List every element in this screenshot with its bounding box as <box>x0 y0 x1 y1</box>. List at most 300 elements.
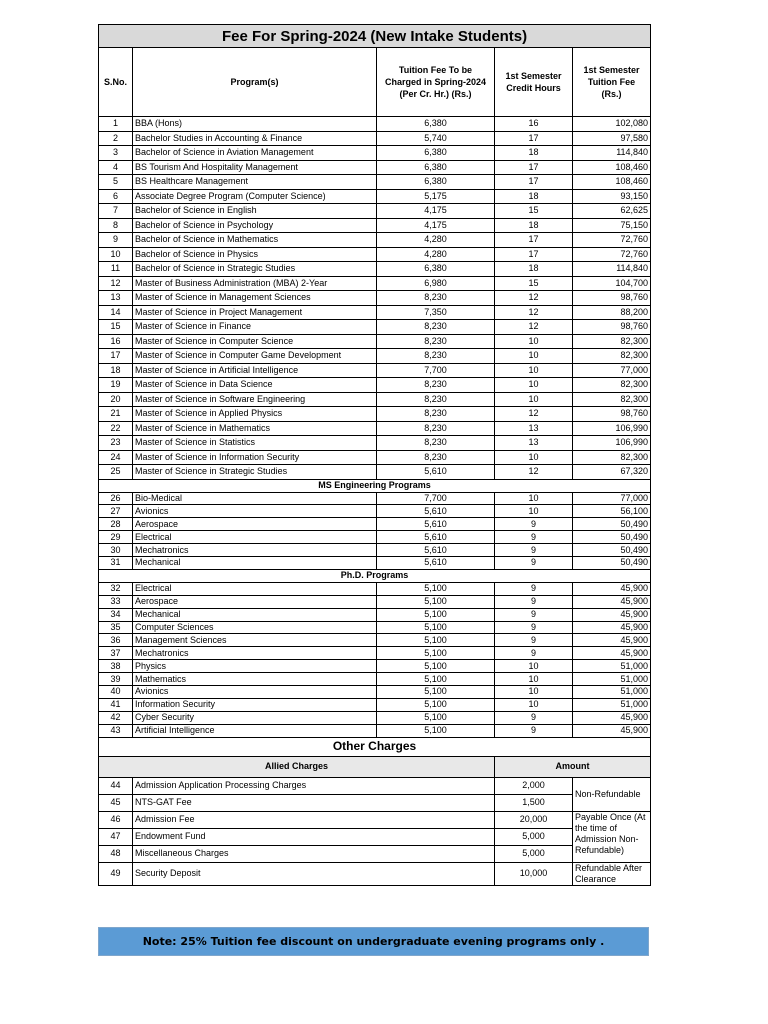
table-row <box>99 582 651 595</box>
credit-hours: 17 <box>495 247 573 262</box>
credit-hours: 17 <box>495 233 573 248</box>
program-name: Bachelor of Science in Strategic Studies <box>133 262 377 277</box>
table-row <box>99 621 651 634</box>
serial-number: 25 <box>99 465 133 480</box>
tuition-fee-per-credit: 5,100 <box>377 595 495 608</box>
table-row <box>99 233 651 248</box>
credit-hours: 15 <box>495 204 573 219</box>
credit-hours: 10 <box>495 492 573 505</box>
semester-fee: 82,300 <box>573 450 651 465</box>
charge-amount: 2,000 <box>495 777 573 794</box>
program-name: Mathematics <box>133 673 377 686</box>
tuition-fee-per-credit: 5,100 <box>377 621 495 634</box>
table-row <box>99 218 651 233</box>
serial-number: 32 <box>99 582 133 595</box>
semester-fee: 77,000 <box>573 363 651 378</box>
charge-amount: 10,000 <box>495 862 573 885</box>
semester-fee: 50,490 <box>573 518 651 531</box>
allied-header-row <box>99 756 651 777</box>
tuition-fee-per-credit: 8,230 <box>377 349 495 364</box>
credit-hours: 12 <box>495 320 573 335</box>
tuition-fee-per-credit: 8,230 <box>377 436 495 451</box>
table-row <box>99 407 651 422</box>
program-name: Master of Science in Applied Physics <box>133 407 377 422</box>
tuition-fee-per-credit: 5,100 <box>377 673 495 686</box>
credit-hours: 17 <box>495 175 573 190</box>
serial-number: 9 <box>99 233 133 248</box>
credit-hours: 12 <box>495 407 573 422</box>
header-sno: S.No. <box>99 48 133 117</box>
tuition-fee-per-credit: 5,100 <box>377 582 495 595</box>
credit-hours: 10 <box>495 673 573 686</box>
tuition-fee-per-credit: 5,610 <box>377 505 495 518</box>
program-name: Artificial Intelligence <box>133 724 377 737</box>
semester-fee: 50,490 <box>573 544 651 557</box>
credit-hours: 10 <box>495 505 573 518</box>
program-name: Electrical <box>133 582 377 595</box>
serial-number: 44 <box>99 777 133 794</box>
program-name: Mechatronics <box>133 647 377 660</box>
table-row <box>99 204 651 219</box>
semester-fee: 82,300 <box>573 392 651 407</box>
credit-hours: 12 <box>495 305 573 320</box>
table-row <box>99 711 651 724</box>
program-name: Master of Science in Finance <box>133 320 377 335</box>
table-row <box>99 794 651 811</box>
serial-number: 4 <box>99 160 133 175</box>
credit-hours: 9 <box>495 608 573 621</box>
program-name: Master of Science in Computer Game Development <box>133 349 377 364</box>
header-credit-hours: 1st Semester Credit Hours <box>495 48 573 117</box>
table-row <box>99 634 651 647</box>
table-row <box>99 421 651 436</box>
table-row <box>99 685 651 698</box>
tuition-fee-per-credit: 5,610 <box>377 556 495 569</box>
credit-hours: 17 <box>495 131 573 146</box>
serial-number: 21 <box>99 407 133 422</box>
program-name: BS Tourism And Hospitality Management <box>133 160 377 175</box>
semester-fee: 45,900 <box>573 621 651 634</box>
semester-fee: 51,000 <box>573 698 651 711</box>
serial-number: 29 <box>99 531 133 544</box>
charge-amount: 20,000 <box>495 811 573 828</box>
tuition-fee-per-credit: 7,350 <box>377 305 495 320</box>
tuition-fee-per-credit: 6,380 <box>377 160 495 175</box>
program-name: Mechatronics <box>133 544 377 557</box>
table-row <box>99 160 651 175</box>
credit-hours: 9 <box>495 621 573 634</box>
program-name: Master of Science in Software Engineering <box>133 392 377 407</box>
serial-number: 46 <box>99 811 133 828</box>
table-row <box>99 349 651 364</box>
semester-fee: 45,900 <box>573 724 651 737</box>
tuition-fee-per-credit: 5,100 <box>377 724 495 737</box>
charge-name: Admission Application Processing Charges <box>133 777 495 794</box>
section-heading-phd: Ph.D. Programs <box>99 569 651 582</box>
program-name: Associate Degree Program (Computer Science) <box>133 189 377 204</box>
tuition-fee-per-credit: 8,230 <box>377 450 495 465</box>
semester-fee: 45,900 <box>573 634 651 647</box>
credit-hours: 10 <box>495 334 573 349</box>
credit-hours: 15 <box>495 276 573 291</box>
serial-number: 7 <box>99 204 133 219</box>
section-heading-ms-engineering: MS Engineering Programs <box>99 479 651 492</box>
table-row <box>99 363 651 378</box>
serial-number: 8 <box>99 218 133 233</box>
serial-number: 35 <box>99 621 133 634</box>
tuition-fee-per-credit: 7,700 <box>377 492 495 505</box>
table-row <box>99 131 651 146</box>
title-row <box>99 25 651 48</box>
semester-fee: 45,900 <box>573 647 651 660</box>
table-row <box>99 595 651 608</box>
charge-amount: 1,500 <box>495 794 573 811</box>
semester-fee: 45,900 <box>573 595 651 608</box>
tuition-fee-per-credit: 5,100 <box>377 634 495 647</box>
program-name: Bio-Medical <box>133 492 377 505</box>
tuition-fee-per-credit: 5,175 <box>377 189 495 204</box>
charge-name: Endowment Fund <box>133 828 495 845</box>
program-name: Bachelor of Science in English <box>133 204 377 219</box>
program-name: Bachelor of Science in Psychology <box>133 218 377 233</box>
tuition-fee-per-credit: 5,740 <box>377 131 495 146</box>
tuition-fee-per-credit: 5,100 <box>377 608 495 621</box>
program-name: Physics <box>133 660 377 673</box>
serial-number: 27 <box>99 505 133 518</box>
table-row <box>99 845 651 862</box>
semester-fee: 72,760 <box>573 247 651 262</box>
tuition-fee-per-credit: 7,700 <box>377 363 495 378</box>
serial-number: 10 <box>99 247 133 262</box>
serial-number: 6 <box>99 189 133 204</box>
program-name: Avionics <box>133 685 377 698</box>
tuition-fee-per-credit: 8,230 <box>377 291 495 306</box>
semester-fee: 108,460 <box>573 175 651 190</box>
tuition-fee-per-credit: 8,230 <box>377 407 495 422</box>
semester-fee: 45,900 <box>573 608 651 621</box>
table-row <box>99 544 651 557</box>
header-semester-fee: 1st Semester Tuition Fee (Rs.) <box>573 48 651 117</box>
serial-number: 11 <box>99 262 133 277</box>
credit-hours: 9 <box>495 634 573 647</box>
charge-amount: 5,000 <box>495 828 573 845</box>
program-name: Bachelor of Science in Aviation Management <box>133 146 377 161</box>
serial-number: 28 <box>99 518 133 531</box>
charge-name: NTS-GAT Fee <box>133 794 495 811</box>
table-row <box>99 117 651 132</box>
tuition-fee-per-credit: 5,100 <box>377 698 495 711</box>
serial-number: 49 <box>99 862 133 885</box>
table-row <box>99 436 651 451</box>
fee-sheet <box>98 24 650 886</box>
credit-hours: 10 <box>495 363 573 378</box>
credit-hours: 10 <box>495 378 573 393</box>
serial-number: 39 <box>99 673 133 686</box>
serial-number: 31 <box>99 556 133 569</box>
semester-fee: 106,990 <box>573 436 651 451</box>
charge-name: Admission Fee <box>133 811 495 828</box>
program-name: BS Healthcare Management <box>133 175 377 190</box>
program-name: Bachelor of Science in Mathematics <box>133 233 377 248</box>
semester-fee: 45,900 <box>573 711 651 724</box>
table-row <box>99 673 651 686</box>
other-charges-heading: Other Charges <box>99 737 651 756</box>
semester-fee: 114,840 <box>573 146 651 161</box>
program-name: Computer Sciences <box>133 621 377 634</box>
serial-number: 41 <box>99 698 133 711</box>
header-program: Program(s) <box>133 48 377 117</box>
semester-fee: 56,100 <box>573 505 651 518</box>
credit-hours: 9 <box>495 544 573 557</box>
table-row <box>99 291 651 306</box>
tuition-fee-per-credit: 5,610 <box>377 465 495 480</box>
semester-fee: 45,900 <box>573 582 651 595</box>
semester-fee: 82,300 <box>573 334 651 349</box>
table-row <box>99 698 651 711</box>
table-row <box>99 320 651 335</box>
tuition-fee-per-credit: 6,380 <box>377 175 495 190</box>
table-row <box>99 518 651 531</box>
table-row <box>99 531 651 544</box>
program-name: Aerospace <box>133 595 377 608</box>
semester-fee: 62,625 <box>573 204 651 219</box>
table-row <box>99 305 651 320</box>
serial-number: 14 <box>99 305 133 320</box>
program-name: Electrical <box>133 531 377 544</box>
table-row <box>99 146 651 161</box>
credit-hours: 18 <box>495 218 573 233</box>
table-row <box>99 262 651 277</box>
table-row <box>99 175 651 190</box>
table-row <box>99 556 651 569</box>
serial-number: 38 <box>99 660 133 673</box>
tuition-fee-per-credit: 6,380 <box>377 146 495 161</box>
tuition-fee-per-credit: 4,175 <box>377 204 495 219</box>
program-name: Mechanical <box>133 608 377 621</box>
credit-hours: 12 <box>495 291 573 306</box>
table-row <box>99 828 651 845</box>
program-name: Master of Science in Data Science <box>133 378 377 393</box>
fee-table <box>98 24 651 886</box>
semester-fee: 106,990 <box>573 421 651 436</box>
serial-number: 47 <box>99 828 133 845</box>
semester-fee: 98,760 <box>573 407 651 422</box>
table-row <box>99 392 651 407</box>
serial-number: 40 <box>99 685 133 698</box>
serial-number: 48 <box>99 845 133 862</box>
credit-hours: 9 <box>495 647 573 660</box>
program-name: Master of Science in Mathematics <box>133 421 377 436</box>
semester-fee: 93,150 <box>573 189 651 204</box>
serial-number: 33 <box>99 595 133 608</box>
program-name: Avionics <box>133 505 377 518</box>
table-row <box>99 608 651 621</box>
amount-heading: Amount <box>495 756 651 777</box>
tuition-fee-per-credit: 5,610 <box>377 518 495 531</box>
credit-hours: 13 <box>495 436 573 451</box>
credit-hours: 10 <box>495 392 573 407</box>
semester-fee: 88,200 <box>573 305 651 320</box>
tuition-fee-per-credit: 8,230 <box>377 320 495 335</box>
serial-number: 5 <box>99 175 133 190</box>
program-name: Bachelor of Science in Physics <box>133 247 377 262</box>
serial-number: 42 <box>99 711 133 724</box>
table-row <box>99 378 651 393</box>
credit-hours: 10 <box>495 349 573 364</box>
program-name: Master of Science in Artificial Intelligence <box>133 363 377 378</box>
semester-fee: 72,760 <box>573 233 651 248</box>
table-row <box>99 276 651 291</box>
charge-remark: Payable Once (At the time of Admission Non-Refundable) <box>573 811 651 862</box>
table-row <box>99 492 651 505</box>
credit-hours: 10 <box>495 698 573 711</box>
semester-fee: 67,320 <box>573 465 651 480</box>
tuition-fee-per-credit: 6,380 <box>377 117 495 132</box>
semester-fee: 108,460 <box>573 160 651 175</box>
serial-number: 36 <box>99 634 133 647</box>
section-row <box>99 479 651 492</box>
tuition-fee-per-credit: 4,280 <box>377 233 495 248</box>
serial-number: 17 <box>99 349 133 364</box>
semester-fee: 98,760 <box>573 320 651 335</box>
header-tuition: Tuition Fee To be Charged in Spring-2024 (Per Cr. Hr.) (Rs.) <box>377 48 495 117</box>
serial-number: 37 <box>99 647 133 660</box>
semester-fee: 50,490 <box>573 556 651 569</box>
serial-number: 43 <box>99 724 133 737</box>
credit-hours: 9 <box>495 724 573 737</box>
charge-name: Miscellaneous Charges <box>133 845 495 862</box>
tuition-fee-per-credit: 5,100 <box>377 647 495 660</box>
semester-fee: 77,000 <box>573 492 651 505</box>
credit-hours: 9 <box>495 595 573 608</box>
semester-fee: 97,580 <box>573 131 651 146</box>
program-name: Master of Science in Statistics <box>133 436 377 451</box>
program-name: Aerospace <box>133 518 377 531</box>
semester-fee: 114,840 <box>573 262 651 277</box>
allied-charges-heading: Allied Charges <box>99 756 495 777</box>
semester-fee: 104,700 <box>573 276 651 291</box>
fee-table-body <box>99 25 651 886</box>
page-title: Fee For Spring-2024 (New Intake Students) <box>99 25 651 48</box>
serial-number: 18 <box>99 363 133 378</box>
serial-number: 34 <box>99 608 133 621</box>
credit-hours: 12 <box>495 465 573 480</box>
semester-fee: 102,080 <box>573 117 651 132</box>
serial-number: 2 <box>99 131 133 146</box>
credit-hours: 13 <box>495 421 573 436</box>
table-row <box>99 465 651 480</box>
tuition-fee-per-credit: 4,175 <box>377 218 495 233</box>
charge-remark: Refundable After Clearance <box>573 862 651 885</box>
program-name: Management Sciences <box>133 634 377 647</box>
table-row <box>99 724 651 737</box>
serial-number: 20 <box>99 392 133 407</box>
tuition-fee-per-credit: 8,230 <box>377 334 495 349</box>
serial-number: 30 <box>99 544 133 557</box>
program-name: Master of Business Administration (MBA) 2-Year <box>133 276 377 291</box>
discount-note: Note: 25% Tuition fee discount on undergraduate evening programs only . <box>98 927 649 956</box>
serial-number: 45 <box>99 794 133 811</box>
table-row <box>99 777 651 794</box>
program-name: Cyber Security <box>133 711 377 724</box>
tuition-fee-per-credit: 8,230 <box>377 392 495 407</box>
tuition-fee-per-credit: 4,280 <box>377 247 495 262</box>
serial-number: 26 <box>99 492 133 505</box>
program-name: Master of Science in Project Management <box>133 305 377 320</box>
program-name: Master of Science in Strategic Studies <box>133 465 377 480</box>
tuition-fee-per-credit: 8,230 <box>377 421 495 436</box>
credit-hours: 9 <box>495 711 573 724</box>
credit-hours: 17 <box>495 160 573 175</box>
serial-number: 16 <box>99 334 133 349</box>
tuition-fee-per-credit: 5,100 <box>377 685 495 698</box>
credit-hours: 9 <box>495 582 573 595</box>
credit-hours: 16 <box>495 117 573 132</box>
credit-hours: 10 <box>495 685 573 698</box>
program-name: Mechanical <box>133 556 377 569</box>
tuition-fee-per-credit: 5,610 <box>377 531 495 544</box>
program-name: BBA (Hons) <box>133 117 377 132</box>
serial-number: 13 <box>99 291 133 306</box>
table-row <box>99 862 651 885</box>
charge-amount: 5,000 <box>495 845 573 862</box>
program-name: Master of Science in Management Sciences <box>133 291 377 306</box>
table-row <box>99 189 651 204</box>
section-row <box>99 569 651 582</box>
tuition-fee-per-credit: 5,100 <box>377 711 495 724</box>
serial-number: 1 <box>99 117 133 132</box>
serial-number: 12 <box>99 276 133 291</box>
header-row <box>99 48 651 117</box>
program-name: Information Security <box>133 698 377 711</box>
semester-fee: 82,300 <box>573 378 651 393</box>
credit-hours: 18 <box>495 146 573 161</box>
table-row <box>99 450 651 465</box>
serial-number: 24 <box>99 450 133 465</box>
charge-remark: Non-Refundable <box>573 777 651 811</box>
semester-fee: 51,000 <box>573 660 651 673</box>
semester-fee: 51,000 <box>573 685 651 698</box>
credit-hours: 9 <box>495 556 573 569</box>
semester-fee: 82,300 <box>573 349 651 364</box>
serial-number: 19 <box>99 378 133 393</box>
program-name: Bachelor Studies in Accounting & Finance <box>133 131 377 146</box>
serial-number: 22 <box>99 421 133 436</box>
tuition-fee-per-credit: 6,980 <box>377 276 495 291</box>
credit-hours: 18 <box>495 262 573 277</box>
tuition-fee-per-credit: 5,610 <box>377 544 495 557</box>
tuition-fee-per-credit: 6,380 <box>377 262 495 277</box>
table-row <box>99 505 651 518</box>
serial-number: 3 <box>99 146 133 161</box>
program-name: Master of Science in Computer Science <box>133 334 377 349</box>
credit-hours: 9 <box>495 531 573 544</box>
credit-hours: 18 <box>495 189 573 204</box>
serial-number: 23 <box>99 436 133 451</box>
tuition-fee-per-credit: 8,230 <box>377 378 495 393</box>
credit-hours: 10 <box>495 660 573 673</box>
semester-fee: 50,490 <box>573 531 651 544</box>
table-row <box>99 647 651 660</box>
table-row <box>99 334 651 349</box>
credit-hours: 10 <box>495 450 573 465</box>
table-row <box>99 660 651 673</box>
semester-fee: 51,000 <box>573 673 651 686</box>
table-row <box>99 247 651 262</box>
charge-name: Security Deposit <box>133 862 495 885</box>
semester-fee: 75,150 <box>573 218 651 233</box>
table-row <box>99 811 651 828</box>
